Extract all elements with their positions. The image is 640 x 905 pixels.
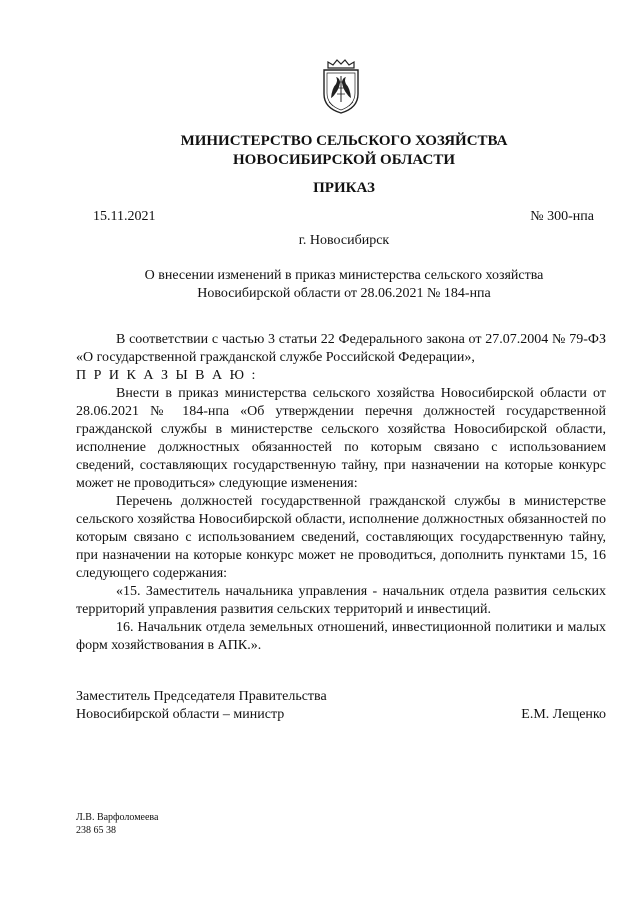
body-paragraph-list-addition: Перечень должностей государственной гражданской службы в министерстве сельского хозяйства Новосибирской области, исполнение должностных обязанностей по которым связано с использованием сведений, составляющих государственную тайну, при назначении на которые конкурс может не проводиться, дополнить пунктами 15, 16 следующего содержания:: [76, 494, 606, 581]
signature-row: [76, 706, 606, 724]
ministry-line-1: МИНИСТЕРСТВО СЕЛЬСКОГО ХОЗЯЙСТВА: [180, 133, 508, 149]
signatory-name: Е.М. Лещенко: [521, 707, 606, 722]
coat-of-arms-icon: [316, 58, 366, 115]
body-paragraph-item-16: 16. Начальник отдела земельных отношений, инвестиционной политики и малых форм хозяйствования в АПК.».: [76, 620, 606, 653]
executor-name: Л.В. Варфоломеева: [76, 812, 159, 823]
order-city: г. Новосибирск: [298, 233, 390, 248]
ministry-line-2: НОВОСИБИРСКОЙ ОБЛАСТИ: [232, 152, 456, 168]
body-paragraph-amendment: Внести в приказ министерства сельского хозяйства Новосибирской области от 28.06.2021 № 184-нпа «Об утверждении перечня должностей государственной гражданской службы в министерстве сельского хозяйства Новосибирской области, исполнение должностных обязанностей по которым связано с использованием сведений, составляющих государственную тайну, при назначении на которые конкурс может не проводиться» следующие изменения:: [76, 386, 606, 491]
signatory-title-line-1: Заместитель Председателя Правительства: [76, 689, 327, 704]
executor-footer: [76, 811, 158, 837]
body-paragraph-preamble: В соответствии с частью 3 статьи 22 Федерального закона от 27.07.2004 № 79-ФЗ «О государственной гражданской службе Российской Федерации»,: [76, 332, 606, 365]
subject-line-2: Новосибирской области от 28.06.2021 № 184-нпа: [197, 286, 491, 301]
subject-line-1: О внесении изменений в приказ министерства сельского хозяйства: [144, 268, 544, 283]
order-directive-word: П Р И К А З Ы В А Ю :: [76, 368, 258, 383]
order-body: [76, 331, 606, 655]
executor-phone: 238 65 38: [76, 825, 116, 836]
order-subject: [80, 267, 608, 303]
signature-block: [76, 688, 606, 724]
order-title: ПРИКАЗ: [313, 180, 375, 196]
ministry-name: [80, 132, 608, 170]
order-number: № 300-нпа: [530, 209, 594, 224]
order-date: 15.11.2021: [93, 209, 156, 224]
body-paragraph-item-15: «15. Заместитель начальника управления - начальник отдела развития сельских территорий управления развития сельских территорий и инвестиций.: [76, 584, 606, 617]
signatory-title-line-2: Новосибирской области – министр: [76, 707, 285, 722]
